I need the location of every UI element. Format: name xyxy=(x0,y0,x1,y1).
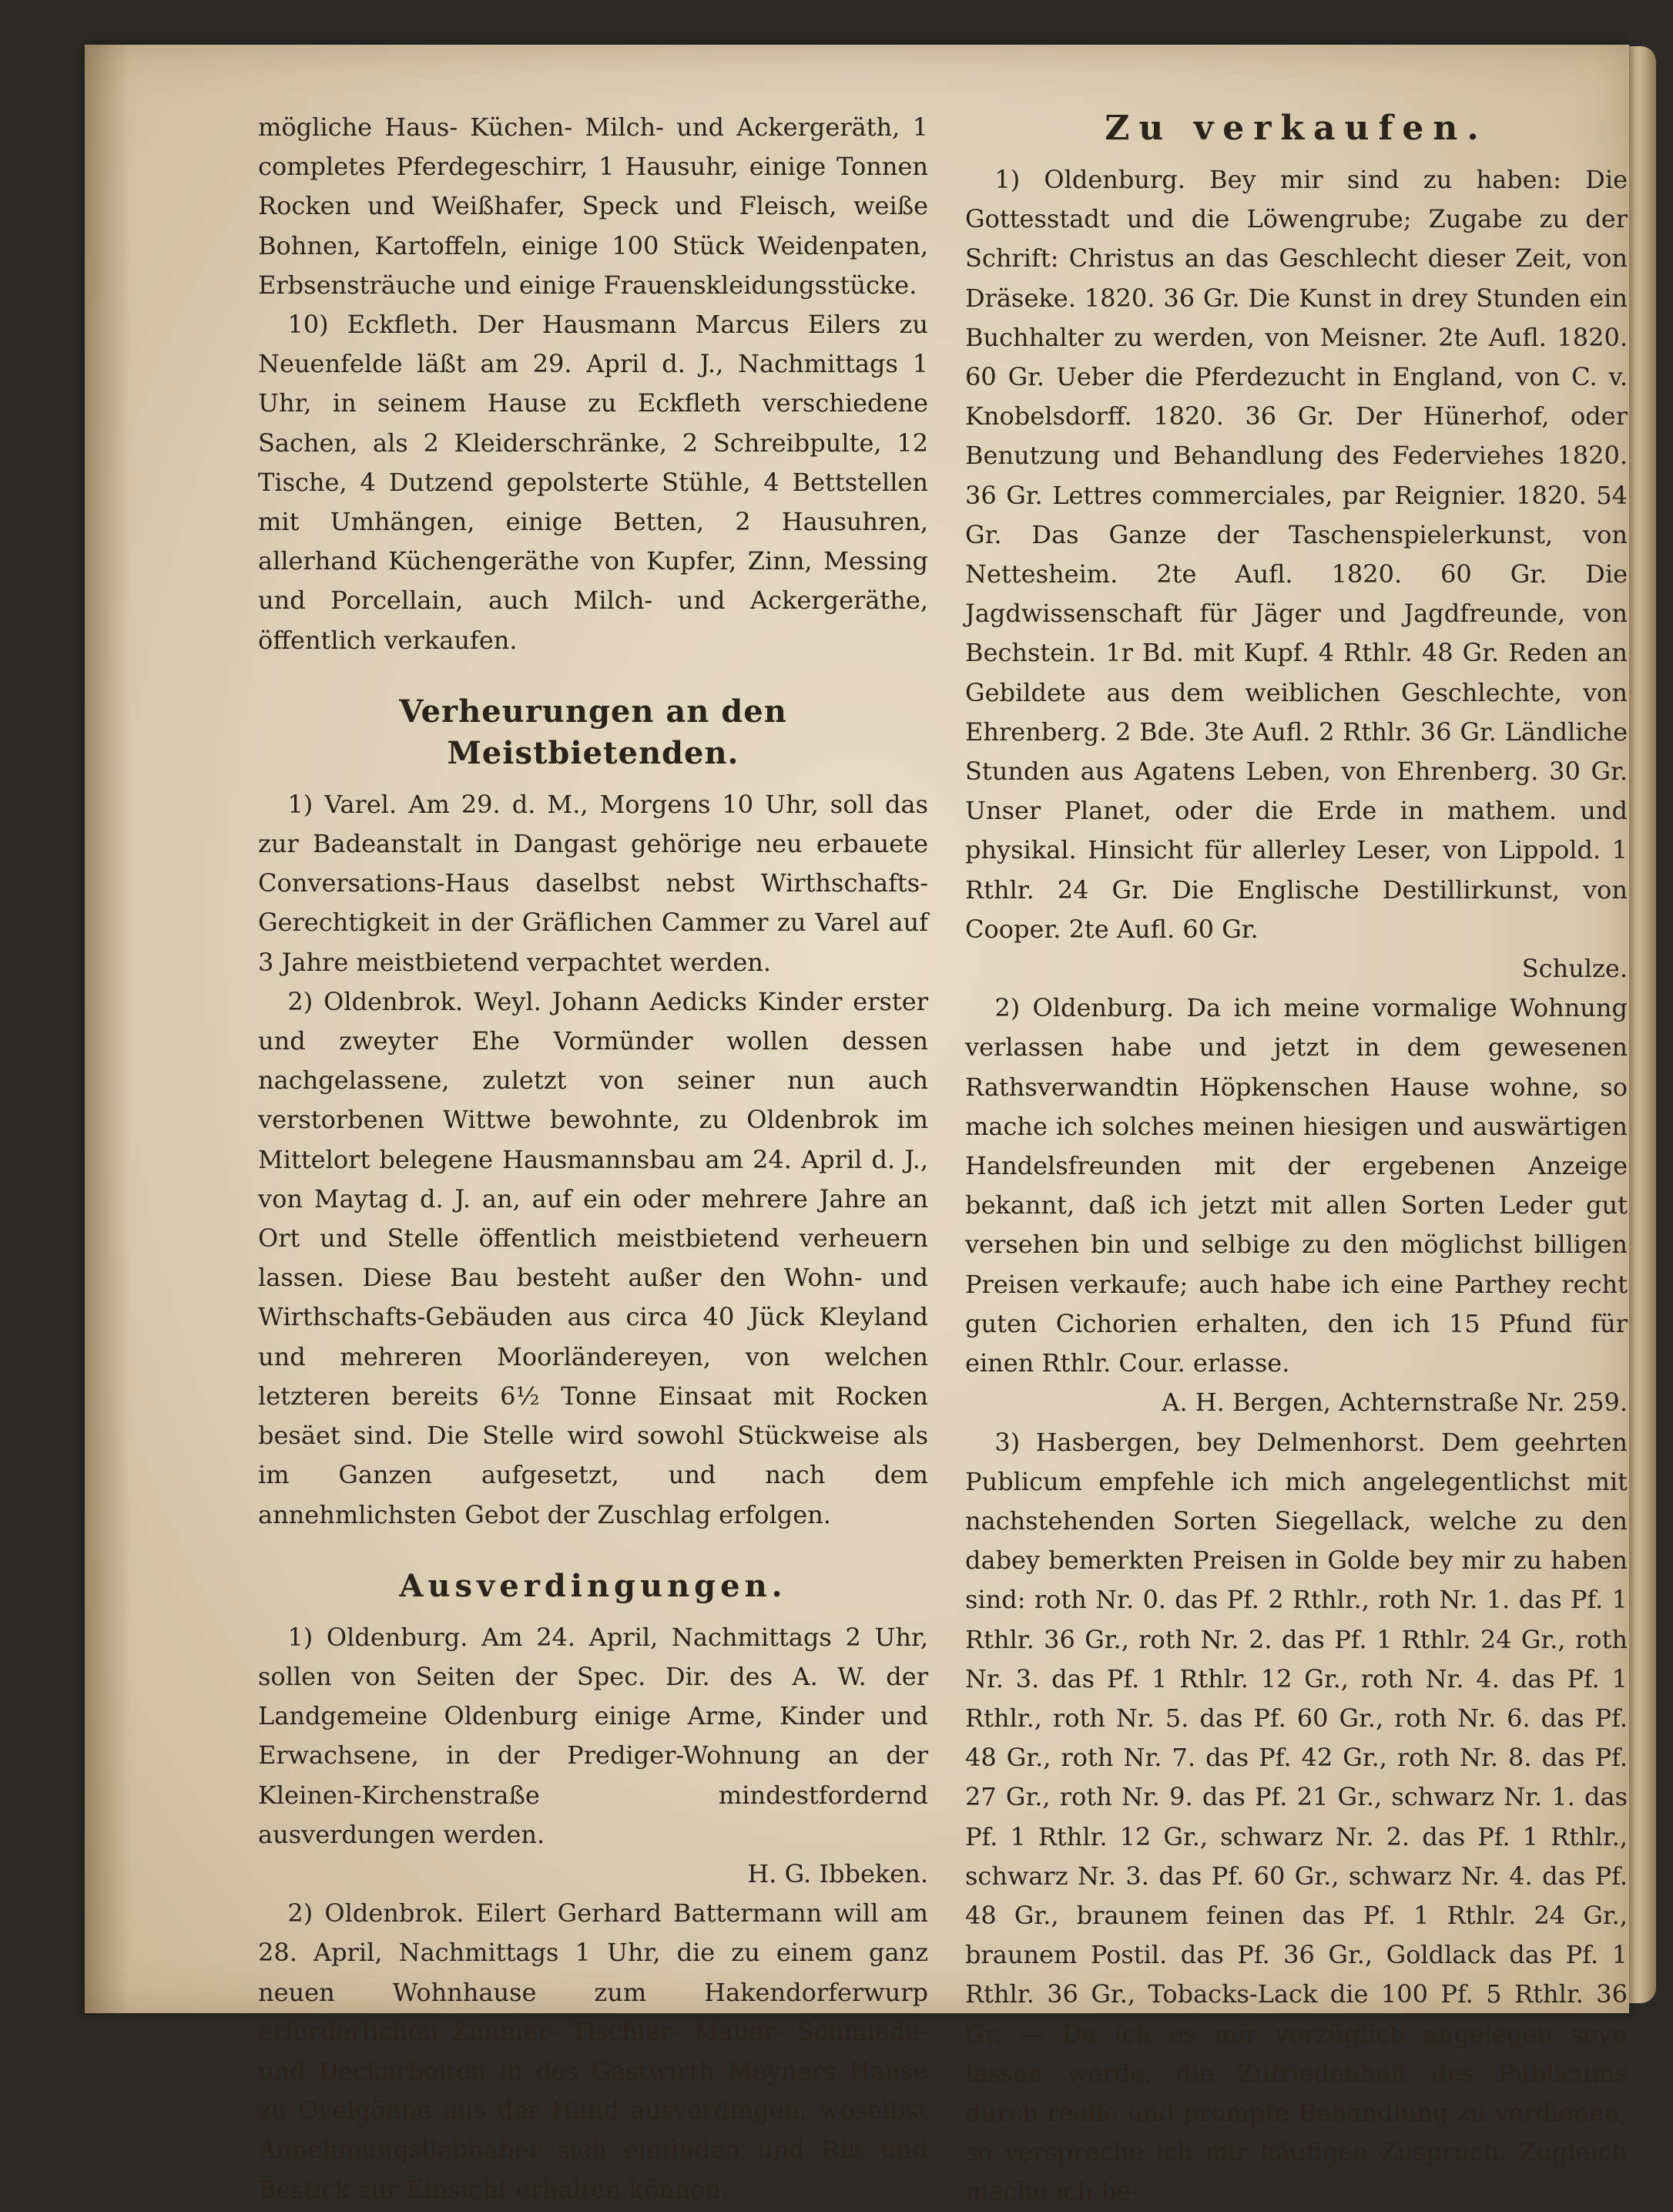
gutter-shadow xyxy=(85,45,131,2013)
notice-leather-oldenburg: 2) Oldenburg. Da ich meine vormalige Wohnung verlassen habe und jetzt in dem gewesenen Rathsverwandtin Höpkenschen Hause wohne, so mache ich solches meinen hiesigen und auswärtigen Handelsfreunden mit der ergebenen Anzeige bekannt, daß ich jetzt mit allen Sorten Leder gut versehen bin und selbige zu den möglichst billigen Preisen verkaufe; auch habe ich eine Parthey recht guten Cichorien erhalten, den ich 15 Pfund für einen Rthlr. Cour. erlasse. xyxy=(965,993,1628,1378)
continued-listing: mögliche Haus- Küchen- Milch- und Ackergeräth, 1 completes Pferdegeschirr, 1 Hausuhr, einige Tonnen Rocken und Weißhafer, Speck und Fleisch, weiße Bohnen, Kartoffeln, einige 100 Stück Weidenpaten, Erbsensträuche und einige Frauenskleidungsstücke. xyxy=(258,112,928,300)
section-heading-verheurungen: Verheurungen an den Meistbietenden. xyxy=(399,693,787,771)
right-column xyxy=(965,108,1628,2212)
notice-oldenburg-poor: 1) Oldenburg. Am 24. April, Nachmittags 2 Uhr, sollen von Seiten der Spec. Dir. des A. W. der Landgemeine Oldenburg einige Arme, Kinder und Erwachsene, in der Prediger-Wohnung an der Kleinen-Kirchenstraße mindestfordernd ausverdungen werden. xyxy=(258,1622,928,1849)
signature-bergen xyxy=(965,1383,1628,1422)
section-heading-zu-verkaufen: Zu verkaufen. xyxy=(1105,109,1488,148)
signature-text: H. G. Ibbeken. xyxy=(747,1858,928,1888)
notice-books-oldenburg: 1) Oldenburg. Bey mir sind zu haben: Die Gottesstadt und die Löwengrube; Zugabe zu der Schrift: Christus an das Geschlecht dieser Zeit, von Dräseke. 1820. 36 Gr. Die Kunst in drey Stunden ein Buchhalter zu werden, von Meisner. 2te Aufl. 1820. 60 Gr. Ueber die Pferdezucht in England, von C. v. Knobelsdorff. 1820. 36 Gr. Der Hünerhof, oder Benutzung und Behandlung des Federviehes 1820. 36 Gr. Lettres commerciales, par Reignier. 1820. 54 Gr. Das Ganze der Taschenspielerkunst, von Nettesheim. 2te Aufl. 1820. 60 Gr. Die Jagdwissenschaft für Jäger und Jagdfreunde, von Bechstein. 1r Bd. mit Kupf. 4 Rthlr. 48 Gr. Reden an Gebildete aus dem weiblichen Geschlechte, von Ehrenberg. 2 Bde. 3te Aufl. 2 Rthlr. 36 Gr. Ländliche Stunden aus Agatens Leben, von Ehrenberg. 30 Gr. Unser Planet, oder die Erde in mathem. und physikal. Hinsicht für allerley Leser, von Lippold. 1 Rthlr. 24 Gr. Die Englische Destillirkunst, von Cooper. 2te Aufl. 60 Gr. xyxy=(965,165,1628,944)
signature-schulze xyxy=(965,949,1628,989)
notice-oldenbrok-lease: 2) Oldenbrok. Weyl. Johann Aedicks Kinder erster und zweyter Ehe Vormünder wollen dessen nachgelassene, zuletzt von seiner nun auch verstorbenen Wittwe bewohnte, zu Oldenbrok im Mittelort belegene Hausmannsbau am 24. April d. J., von Maytag d. J. an, auf ein oder mehrere Jahre an Ort und Stelle öffentlich meistbietend verheuern lassen. Diese Bau besteht außer den Wohn- und Wirthschafts-Gebäuden aus circa 40 Jück Kleyland und mehreren Moorländereyen, von welchen letzteren bereits 6½ Tonne Einsaat mit Rocken besäet sind. Die Stelle wird sowohl Stückweise als im Ganzen aufgesetzt, und nach dem annehmlichsten Gebot der Zuschlag erfolgen. xyxy=(258,986,928,1529)
notice-varel: 1) Varel. Am 29. d. M., Morgens 10 Uhr, soll das zur Badeanstalt in Dangast gehörige neu erbauete Conversations-Haus daselbst nebst Wirthschafts-Gerechtigkeit in der Gräflichen Cammer zu Varel auf 3 Jahre meistbietend verpachtet werden. xyxy=(258,789,928,977)
notice-eckfleth: 10) Eckfleth. Der Hausmann Marcus Eilers zu Neuenfelde läßt am 29. April d. J., Nachmittags 1 Uhr, in seinem Hause zu Eckfleth verschiedene Sachen, als 2 Kleiderschränke, 2 Schreibpulte, 12 Tische, 4 Dutzend gepolsterte Stühle, 4 Bettstellen mit Umhängen, einige Betten, 2 Hausuhren, allerhand Küchengeräthe von Kupfer, Zinn, Messing und Porcellain, auch Milch- und Ackergeräthe, öffentlich verkaufen. xyxy=(258,310,928,655)
left-column xyxy=(258,108,928,2210)
signature-ibbeken xyxy=(258,1855,928,1894)
signature-text: A. H. Bergen, Achternstraße Nr. 259. xyxy=(1162,1388,1628,1418)
section-heading-ausverdingungen: Ausverdingungen. xyxy=(399,1567,787,1604)
signature-text: Schulze. xyxy=(1521,954,1628,984)
notice-sealing-wax-hasbergen: 3) Hasbergen, bey Delmenhorst. Dem geehrten Publicum empfehle ich mich angelegentlichst mit nachstehenden Sorten Siegellack, welche zu den dabey bemerkten Preisen in Golde bey mir zu haben sind: roth Nr. 0. das Pf. 2 Rthlr., roth Nr. 1. das Pf. 1 Rthlr. 36 Gr., roth Nr. 2. das Pf. 1 Rthlr. 24 Gr., roth Nr. 3. das Pf. 1 Rthlr. 12 Gr., roth Nr. 4. das Pf. 1 Rthlr., roth Nr. 5. das Pf. 60 Gr., roth Nr. 6. das Pf. 48 Gr., roth Nr. 7. das Pf. 42 Gr., roth Nr. 8. das Pf. 27 Gr., roth Nr. 9. das Pf. 21 Gr., schwarz Nr. 1. das Pf. 1 Rthlr. 12 Gr., schwarz Nr. 2. das Pf. 1 Rthlr., schwarz Nr. 3. das Pf. 60 Gr., schwarz Nr. 4. das Pf. 48 Gr., braunem feinen das Pf. 1 Rthlr. 24 Gr., braunem Postil. das Pf. 36 Gr., Goldlack das Pf. 1 Rthlr. 36 Gr., Tobacks-Lack die 100 Pf. 5 Rthlr. 36 Gr. — Da ich es mir vorzüglich angelegen seyn lassen werde, die Zufriedenheit des Publicums durch reelle und prompte Behandlung zu verdienen, so verspreche ich mir häufigen Zuspruch. Zugleich mache ich be- xyxy=(965,1427,1628,2207)
notice-oldenbrok-building: 2) Oldenbrok. Eilert Gerhard Battermann will am 28. April, Nachmittags 1 Uhr, die zu einem ganz neuen Wohnhause zum Hakendorferwurp erforderlichen Zimmer- Tischler- Mauer- Schmiede- und Deckarbeiten in des Gastwirth Meyners Hause zu Ovelgönne aus der Hand ausverdingen, woselbst Annehmungsliebhaber sich einfinden und Riß und Bestick zur Einsicht erhalten können. xyxy=(258,1898,928,2204)
